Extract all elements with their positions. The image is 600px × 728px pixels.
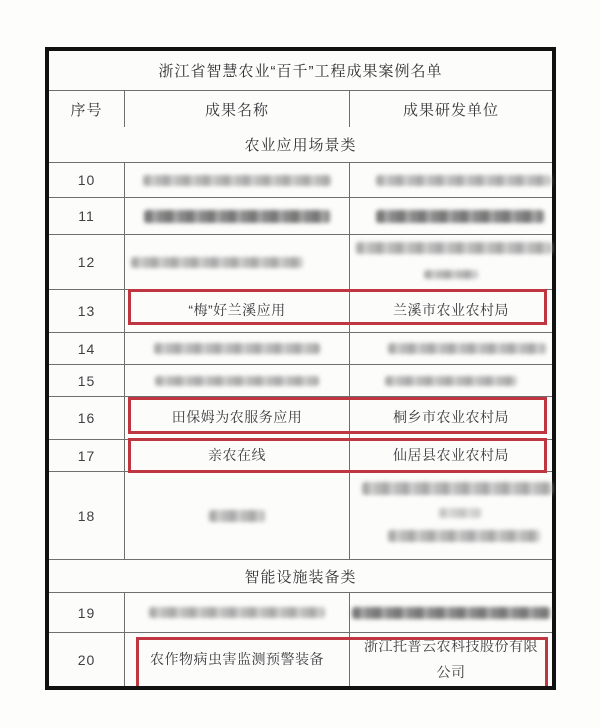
achievement-org: 桐乡市农业农村局 bbox=[393, 409, 509, 426]
results-table bbox=[45, 47, 556, 690]
achievement-org: 浙江托普云农科技股份有限公司 bbox=[364, 637, 538, 680]
column-header-name: 成果名称 bbox=[204, 101, 269, 119]
redacted-text bbox=[209, 510, 265, 522]
row-number: 20 bbox=[77, 651, 96, 668]
achievement-org: 兰溪市农业农村局 bbox=[393, 302, 509, 319]
achievement-name: 农作物病虫害监测预警装备 bbox=[150, 650, 324, 667]
table-title: 浙江省智慧农业“百千”工程成果案例名单 bbox=[158, 63, 443, 80]
redacted-text bbox=[144, 210, 330, 223]
redacted-text bbox=[362, 482, 552, 495]
redacted-text bbox=[154, 343, 320, 354]
table-row-13 bbox=[49, 289, 552, 332]
row-number: 19 bbox=[77, 604, 96, 621]
table-row-17 bbox=[49, 439, 552, 471]
redacted-text bbox=[376, 210, 544, 223]
row-number: 12 bbox=[77, 254, 96, 270]
achievement-name: “梅”好兰溪应用 bbox=[188, 302, 286, 319]
redacted-text bbox=[356, 242, 552, 254]
redacted-text bbox=[388, 530, 540, 542]
redacted-text bbox=[439, 508, 481, 518]
row-number: 15 bbox=[77, 372, 96, 389]
redacted-text bbox=[388, 343, 546, 354]
section-row-agricultural-scenarios bbox=[49, 127, 552, 162]
redacted-text bbox=[385, 376, 517, 386]
table-row-18 bbox=[49, 471, 552, 559]
row-number: 16 bbox=[77, 410, 96, 426]
row-number: 17 bbox=[77, 447, 96, 464]
table-header-row bbox=[49, 90, 552, 127]
redacted-text bbox=[143, 175, 331, 186]
achievement-name: 田保姆为农服务应用 bbox=[171, 409, 303, 426]
redacted-text bbox=[155, 376, 319, 386]
table-row-11 bbox=[49, 197, 552, 234]
column-header-num: 序号 bbox=[70, 101, 103, 119]
table-row-19 bbox=[49, 592, 552, 632]
table-title-row bbox=[49, 51, 552, 90]
redacted-text bbox=[149, 607, 325, 618]
table-row-10 bbox=[49, 162, 552, 197]
section-row-smart-equipment bbox=[49, 559, 552, 592]
table-row-15 bbox=[49, 364, 552, 396]
redacted-text bbox=[131, 257, 303, 268]
redacted-text bbox=[424, 270, 478, 279]
achievement-name: 亲农在线 bbox=[208, 446, 266, 463]
table-row-16 bbox=[49, 396, 552, 439]
row-number: 13 bbox=[77, 303, 96, 319]
table-row-12 bbox=[49, 234, 552, 289]
row-number: 10 bbox=[77, 172, 96, 188]
table-row-14 bbox=[49, 332, 552, 364]
redacted-text bbox=[376, 175, 551, 186]
column-header-org: 成果研发单位 bbox=[402, 101, 499, 119]
row-number: 18 bbox=[77, 507, 96, 524]
section-title: 农业应用场景类 bbox=[244, 137, 357, 154]
section-title: 智能设施装备类 bbox=[244, 568, 357, 586]
achievement-org: 仙居县农业农村局 bbox=[393, 446, 509, 463]
row-number: 11 bbox=[78, 208, 95, 224]
redacted-text bbox=[352, 607, 550, 619]
table-row-20 bbox=[49, 632, 552, 686]
row-number: 14 bbox=[77, 340, 96, 357]
